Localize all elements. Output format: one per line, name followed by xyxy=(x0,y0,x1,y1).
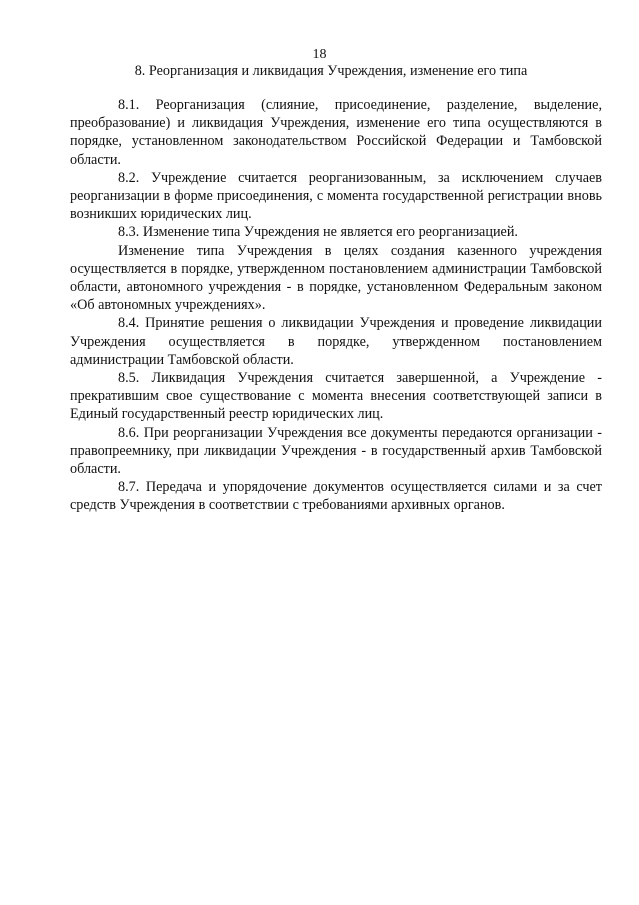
paragraph-8-6: 8.6. При реорганизации Учреждения все документы передаются организации - правопреемнику, при ликвидации Учреждения - в государственный архив Тамбовской области. xyxy=(70,424,602,478)
section-title: 8. Реорганизация и ликвидация Учреждения, изменение его типа xyxy=(134,63,528,79)
paragraph-8-3: 8.3. Изменение типа Учреждения не является его реорганизацией. xyxy=(118,224,518,241)
paragraph-8-2: 8.2. Учреждение считается реорганизованным, за исключением случаев реорганизации в форме присоединения, с момента государственной регистрации вновь возникших юридических лиц. xyxy=(70,169,602,223)
paragraph-8-1: 8.1. Реорганизация (слияние, присоединение, разделение, выделение, преобразование) и ликвидация Учреждения, изменение его типа осуществляются в порядке, установленном законодательством Российской Федерации и Тамбовской области. xyxy=(70,97,602,168)
paragraph-8-5: 8.5. Ликвидация Учреждения считается завершенной, а Учреждение - прекратившим свое существование с момента внесения соответствующей записи в Единый государственный реестр юридических лиц. xyxy=(70,370,602,423)
paragraph-8-4: 8.4. Принятие решения о ликвидации Учреждения и проведение ликвидации Учреждения осуществляется в порядке, утвержденном постановлением администрации Тамбовской области. xyxy=(70,315,602,368)
section-body xyxy=(70,96,602,515)
page-number: 18 xyxy=(312,47,327,62)
paragraph-8-7: 8.7. Передача и упорядочение документов осуществляется силами и за счет средств Учреждения в соответствии с требованиями архивных органов. xyxy=(70,479,602,514)
paragraph-type-change: Изменение типа Учреждения в целях создания казенного учреждения осуществляется в порядке, утвержденном постановлением администрации Тамбовской области, автономного учреждения - в порядке, установленном Федеральным законом «Об автономных учреждениях». xyxy=(70,242,602,314)
